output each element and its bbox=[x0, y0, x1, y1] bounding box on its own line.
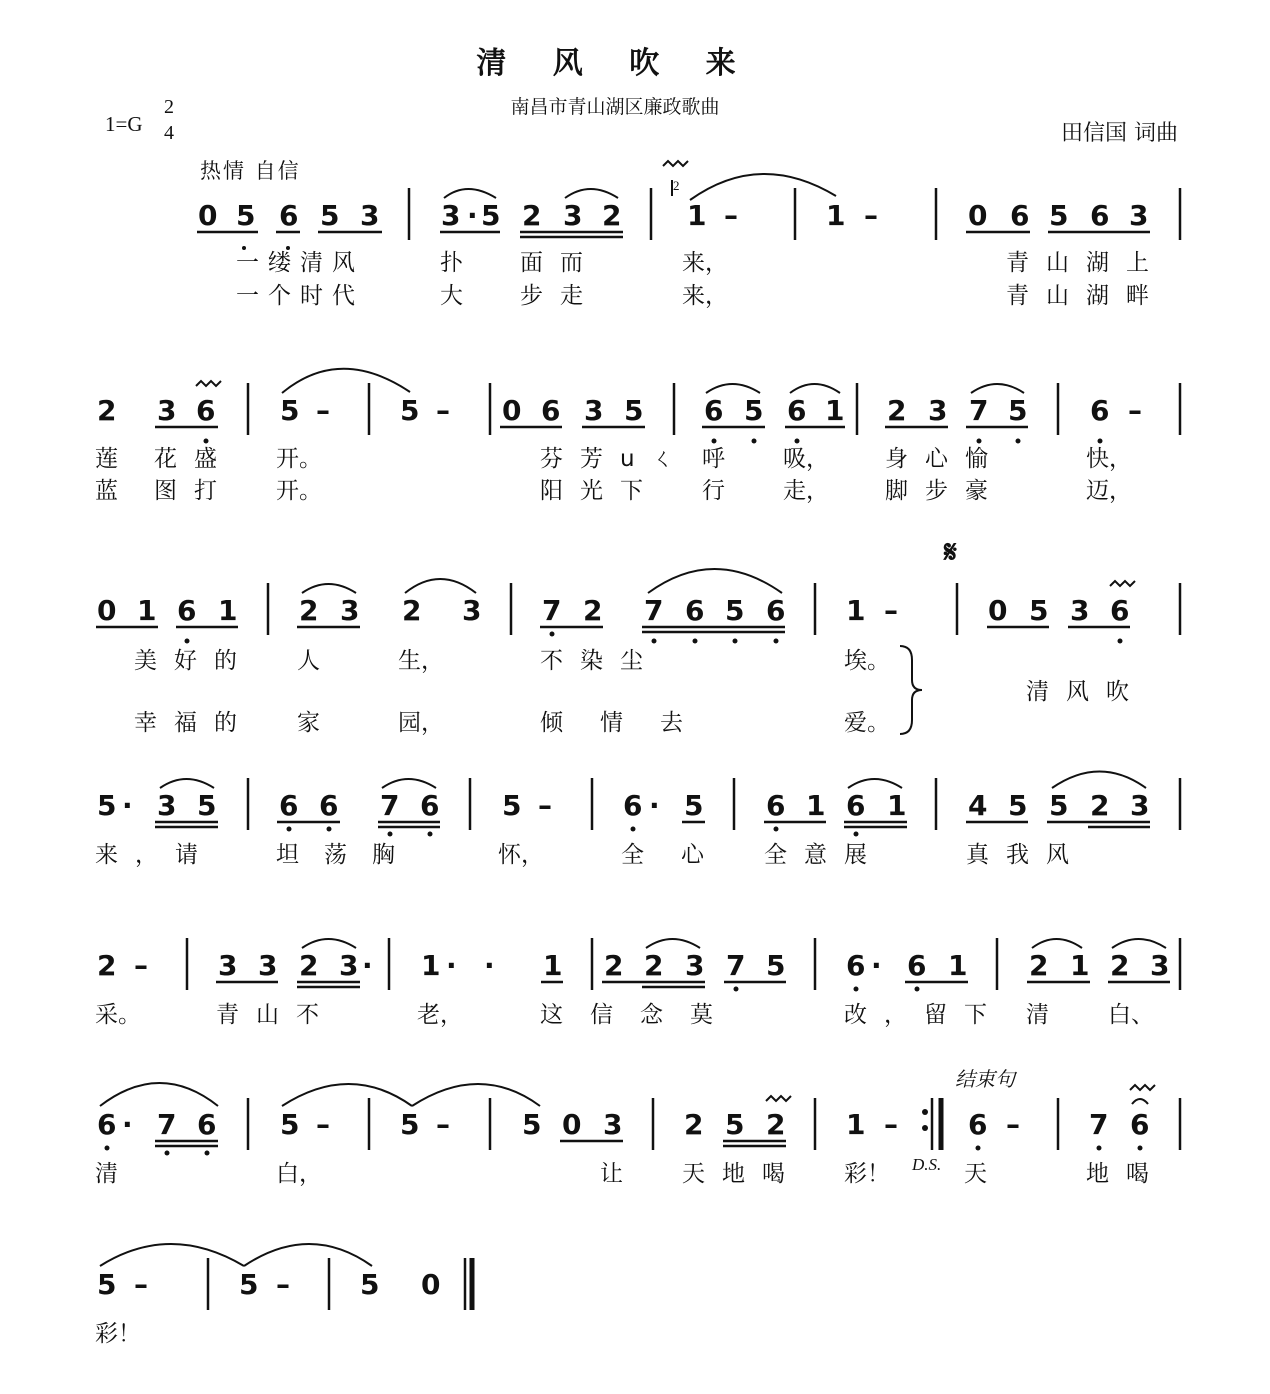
svg-text:2: 2 bbox=[97, 394, 117, 427]
svg-text:2: 2 bbox=[602, 199, 622, 232]
lyric-word: 莲 bbox=[95, 446, 118, 472]
svg-text:3: 3 bbox=[1129, 199, 1149, 232]
svg-text:1: 1 bbox=[1070, 949, 1090, 982]
lyric-word: 倾情去 bbox=[540, 710, 720, 736]
svg-text:6: 6 bbox=[907, 949, 927, 982]
svg-text:0: 0 bbox=[421, 1268, 441, 1301]
lyric-word: 白， bbox=[276, 1161, 322, 1187]
lyric-word: 呼 bbox=[702, 446, 725, 472]
lyric-word: 地喝 bbox=[1086, 1161, 1166, 1187]
svg-text:7: 7 bbox=[969, 394, 989, 427]
lyric-word: 美好的 bbox=[134, 648, 254, 674]
svg-text:5: 5 bbox=[97, 1268, 117, 1301]
lyric-word: 清 bbox=[95, 1161, 118, 1187]
svg-text:7: 7 bbox=[157, 1108, 177, 1141]
svg-text:·: · bbox=[122, 1108, 133, 1141]
svg-text:–: – bbox=[538, 789, 552, 822]
svg-text:·: · bbox=[467, 199, 478, 232]
lyric-word: 蓝 bbox=[95, 478, 118, 504]
svg-text:7: 7 bbox=[542, 594, 562, 627]
lyric-word: 幸福的 bbox=[134, 710, 254, 736]
svg-text:7: 7 bbox=[1089, 1108, 1109, 1141]
ds-mark: D.S. bbox=[912, 1155, 942, 1174]
lyric-word: 改，留下 bbox=[844, 1002, 1004, 1028]
svg-text:5: 5 bbox=[684, 789, 704, 822]
time-signature-bottom: 4 bbox=[164, 122, 174, 144]
svg-text:6: 6 bbox=[197, 1108, 217, 1141]
lyric-word: 脚步豪 bbox=[885, 478, 1005, 504]
svg-text:0: 0 bbox=[198, 199, 218, 232]
svg-text:3: 3 bbox=[1150, 949, 1170, 982]
svg-text:6: 6 bbox=[177, 594, 197, 627]
svg-text:7: 7 bbox=[644, 594, 664, 627]
svg-text:0: 0 bbox=[988, 594, 1008, 627]
svg-text:6: 6 bbox=[1090, 394, 1110, 427]
svg-text:5: 5 bbox=[400, 394, 420, 427]
svg-text:2: 2 bbox=[1090, 789, 1110, 822]
lyric-word: 来，请 bbox=[95, 842, 215, 868]
lyric-word: 走， bbox=[783, 478, 829, 504]
lyric-word: 开。 bbox=[276, 446, 322, 472]
lyric-word: 老， bbox=[417, 1002, 463, 1028]
lyric-word: 怀， bbox=[498, 842, 544, 868]
lyric-word: 全心 bbox=[621, 842, 741, 868]
svg-text:5: 5 bbox=[725, 1108, 745, 1141]
lyric-word: 花盛 bbox=[154, 446, 234, 472]
svg-text:5: 5 bbox=[280, 394, 300, 427]
segno-sign: 𝄋 bbox=[944, 535, 957, 570]
composer-credit: 田信国 词曲 bbox=[1061, 121, 1178, 146]
svg-text:·: · bbox=[122, 789, 133, 822]
svg-text:–: – bbox=[884, 1108, 898, 1141]
lyric-word: 步走 bbox=[520, 283, 600, 309]
svg-text:·: · bbox=[649, 789, 660, 822]
svg-text:6: 6 bbox=[846, 789, 866, 822]
lyric-word: 行 bbox=[702, 478, 725, 504]
lyric-word: 白、 bbox=[1108, 1002, 1154, 1028]
svg-text:2: 2 bbox=[522, 199, 542, 232]
svg-text:3: 3 bbox=[360, 199, 380, 232]
svg-text:6: 6 bbox=[279, 199, 299, 232]
tempo-marking: 热情 自信 bbox=[200, 159, 301, 183]
svg-text:2: 2 bbox=[299, 594, 319, 627]
lyric-word: 来， bbox=[682, 283, 728, 309]
svg-text:–: – bbox=[436, 394, 450, 427]
svg-text:6: 6 bbox=[1130, 1108, 1150, 1141]
lyric-word: 坦荡胸 bbox=[276, 842, 420, 868]
svg-text:·: · bbox=[446, 949, 457, 982]
svg-text:2: 2 bbox=[1029, 949, 1049, 982]
svg-text:5: 5 bbox=[1049, 789, 1069, 822]
lyric-word: 开。 bbox=[276, 478, 322, 504]
svg-text:2: 2 bbox=[402, 594, 422, 627]
svg-text:0: 0 bbox=[562, 1108, 582, 1141]
svg-text:6: 6 bbox=[704, 394, 724, 427]
svg-text:5: 5 bbox=[239, 1268, 259, 1301]
svg-text:6: 6 bbox=[1110, 594, 1130, 627]
svg-text:6: 6 bbox=[1010, 199, 1030, 232]
svg-text:·: · bbox=[871, 949, 882, 982]
lyric-word: 采。 bbox=[95, 1002, 141, 1028]
lyric-word: 一缕清风 bbox=[236, 250, 364, 276]
lyric-word: 芬芳uㄑ bbox=[540, 446, 692, 472]
lyric-word: 真我风 bbox=[966, 842, 1086, 868]
svg-text:1: 1 bbox=[825, 394, 845, 427]
svg-text:3: 3 bbox=[584, 394, 604, 427]
svg-text:6: 6 bbox=[787, 394, 807, 427]
svg-text:3: 3 bbox=[157, 394, 177, 427]
lyric-word: 家 bbox=[297, 710, 320, 736]
lyric-word: 大 bbox=[440, 283, 463, 309]
lyric-word: 全意展 bbox=[764, 842, 884, 868]
svg-text:2: 2 bbox=[97, 949, 117, 982]
lyric-chorus-start: 清风吹 bbox=[1026, 679, 1146, 705]
svg-text:–: – bbox=[1006, 1108, 1020, 1141]
svg-text:6: 6 bbox=[766, 789, 786, 822]
lyric-word: 青山湖上 bbox=[1006, 250, 1166, 276]
svg-text:3: 3 bbox=[441, 199, 461, 232]
lyric-word: 来， bbox=[682, 250, 728, 276]
svg-text:3: 3 bbox=[258, 949, 278, 982]
svg-text:4: 4 bbox=[968, 789, 988, 822]
song-title: 清 风 吹 来 bbox=[476, 46, 754, 81]
lyric-word: 图打 bbox=[154, 478, 234, 504]
svg-text:6: 6 bbox=[1090, 199, 1110, 232]
svg-text:1: 1 bbox=[846, 594, 866, 627]
svg-text:3: 3 bbox=[340, 594, 360, 627]
svg-text:7: 7 bbox=[380, 789, 400, 822]
svg-text:3: 3 bbox=[339, 949, 359, 982]
svg-text:6: 6 bbox=[968, 1108, 988, 1141]
lyric-word: 埃。 bbox=[844, 648, 890, 674]
svg-text:0: 0 bbox=[968, 199, 988, 232]
svg-text:5: 5 bbox=[1029, 594, 1049, 627]
lyric-word: 扑 bbox=[440, 250, 463, 276]
lyric-word: 清 bbox=[1026, 1002, 1049, 1028]
svg-text:6: 6 bbox=[685, 594, 705, 627]
lyric-word: 这信念莫 bbox=[540, 1002, 740, 1028]
lyric-word: 爱。 bbox=[844, 710, 890, 736]
svg-text:5: 5 bbox=[725, 594, 745, 627]
svg-text:5: 5 bbox=[522, 1108, 542, 1141]
svg-text:6: 6 bbox=[766, 594, 786, 627]
lyric-word: 一个时代 bbox=[236, 283, 364, 309]
lyric-word: 青山湖畔 bbox=[1006, 283, 1166, 309]
svg-text:6: 6 bbox=[319, 789, 339, 822]
lyric-word: 阳光下 bbox=[540, 478, 660, 504]
svg-text:–: – bbox=[1128, 394, 1142, 427]
svg-text:5: 5 bbox=[236, 199, 256, 232]
ending-label: 结束句 bbox=[955, 1067, 1015, 1091]
svg-text:5: 5 bbox=[197, 789, 217, 822]
lyric-word: 青山不 bbox=[216, 1002, 336, 1028]
svg-text:6: 6 bbox=[196, 394, 216, 427]
lyric-word: 迈， bbox=[1086, 478, 1132, 504]
svg-text:6: 6 bbox=[846, 949, 866, 982]
svg-text:1: 1 bbox=[887, 789, 907, 822]
lyric-word: 面而 bbox=[520, 250, 600, 276]
svg-text:1: 1 bbox=[846, 1108, 866, 1141]
svg-text:2: 2 bbox=[887, 394, 907, 427]
svg-text:5: 5 bbox=[320, 199, 340, 232]
svg-text:3: 3 bbox=[563, 199, 583, 232]
song-subtitle: 南昌市青山湖区廉政歌曲 bbox=[510, 96, 720, 118]
lyric-word: 天地喝 bbox=[682, 1161, 802, 1187]
svg-text:1: 1 bbox=[543, 949, 563, 982]
lyric-word: 让 bbox=[600, 1161, 623, 1187]
svg-text:6: 6 bbox=[279, 789, 299, 822]
svg-text:1: 1 bbox=[137, 594, 157, 627]
svg-text:3: 3 bbox=[1130, 789, 1150, 822]
svg-text:6: 6 bbox=[623, 789, 643, 822]
lyric-word: 园， bbox=[398, 710, 444, 736]
svg-text:2: 2 bbox=[299, 949, 319, 982]
svg-text:7: 7 bbox=[726, 949, 746, 982]
svg-text:1: 1 bbox=[806, 789, 826, 822]
svg-text:–: – bbox=[724, 199, 738, 232]
svg-text:5: 5 bbox=[481, 199, 501, 232]
svg-text:0: 0 bbox=[502, 394, 522, 427]
time-signature-top: 2 bbox=[164, 96, 174, 118]
lyric-row7: 彩！ bbox=[95, 1321, 141, 1347]
svg-text:5: 5 bbox=[502, 789, 522, 822]
svg-text:–: – bbox=[134, 949, 148, 982]
svg-text:–: – bbox=[316, 1108, 330, 1141]
svg-text:0: 0 bbox=[97, 594, 117, 627]
svg-text:5: 5 bbox=[400, 1108, 420, 1141]
svg-text:5: 5 bbox=[280, 1108, 300, 1141]
svg-text:1: 1 bbox=[826, 199, 846, 232]
svg-text:5: 5 bbox=[624, 394, 644, 427]
volta-number: 2 bbox=[673, 178, 680, 193]
key-signature: 1=G bbox=[105, 112, 143, 136]
svg-text:5: 5 bbox=[766, 949, 786, 982]
svg-text:–: – bbox=[134, 1268, 148, 1301]
svg-text:1: 1 bbox=[687, 199, 707, 232]
svg-text:–: – bbox=[864, 199, 878, 232]
svg-text:3: 3 bbox=[603, 1108, 623, 1141]
svg-text:5: 5 bbox=[744, 394, 764, 427]
lyric-word: 不染尘 bbox=[540, 648, 660, 674]
svg-text:2: 2 bbox=[604, 949, 624, 982]
svg-text:5: 5 bbox=[1008, 394, 1028, 427]
svg-text:5: 5 bbox=[360, 1268, 380, 1301]
lyric-word: 人 bbox=[297, 648, 320, 674]
svg-text:1: 1 bbox=[218, 594, 238, 627]
svg-text:3: 3 bbox=[157, 789, 177, 822]
svg-text:2: 2 bbox=[583, 594, 603, 627]
lyric-word: 快， bbox=[1086, 446, 1132, 472]
lyric-word: 生， bbox=[398, 648, 444, 674]
svg-text:2: 2 bbox=[644, 949, 664, 982]
svg-text:–: – bbox=[884, 594, 898, 627]
lyric-word: 身心愉 bbox=[885, 446, 1005, 472]
lyric-word: 吸， bbox=[783, 446, 829, 472]
svg-text:3: 3 bbox=[462, 594, 482, 627]
svg-text:3: 3 bbox=[1070, 594, 1090, 627]
lyric-word: 天 bbox=[964, 1161, 987, 1187]
svg-text:–: – bbox=[276, 1268, 290, 1301]
svg-text:3: 3 bbox=[928, 394, 948, 427]
svg-text:3: 3 bbox=[218, 949, 238, 982]
svg-text:6: 6 bbox=[97, 1108, 117, 1141]
svg-text:·: · bbox=[362, 949, 373, 982]
svg-text:3: 3 bbox=[685, 949, 705, 982]
svg-text:6: 6 bbox=[541, 394, 561, 427]
svg-text:1: 1 bbox=[948, 949, 968, 982]
lyric-word: 彩！ bbox=[844, 1161, 890, 1187]
svg-text:6: 6 bbox=[420, 789, 440, 822]
svg-text:1: 1 bbox=[421, 949, 441, 982]
svg-text:5: 5 bbox=[1008, 789, 1028, 822]
svg-text:–: – bbox=[436, 1108, 450, 1141]
svg-text:–: – bbox=[316, 394, 330, 427]
svg-text:5: 5 bbox=[1049, 199, 1069, 232]
svg-text:2: 2 bbox=[1110, 949, 1130, 982]
svg-text:2: 2 bbox=[766, 1108, 786, 1141]
svg-text:·: · bbox=[484, 949, 495, 982]
svg-text:2: 2 bbox=[684, 1108, 704, 1141]
svg-text:5: 5 bbox=[97, 789, 117, 822]
